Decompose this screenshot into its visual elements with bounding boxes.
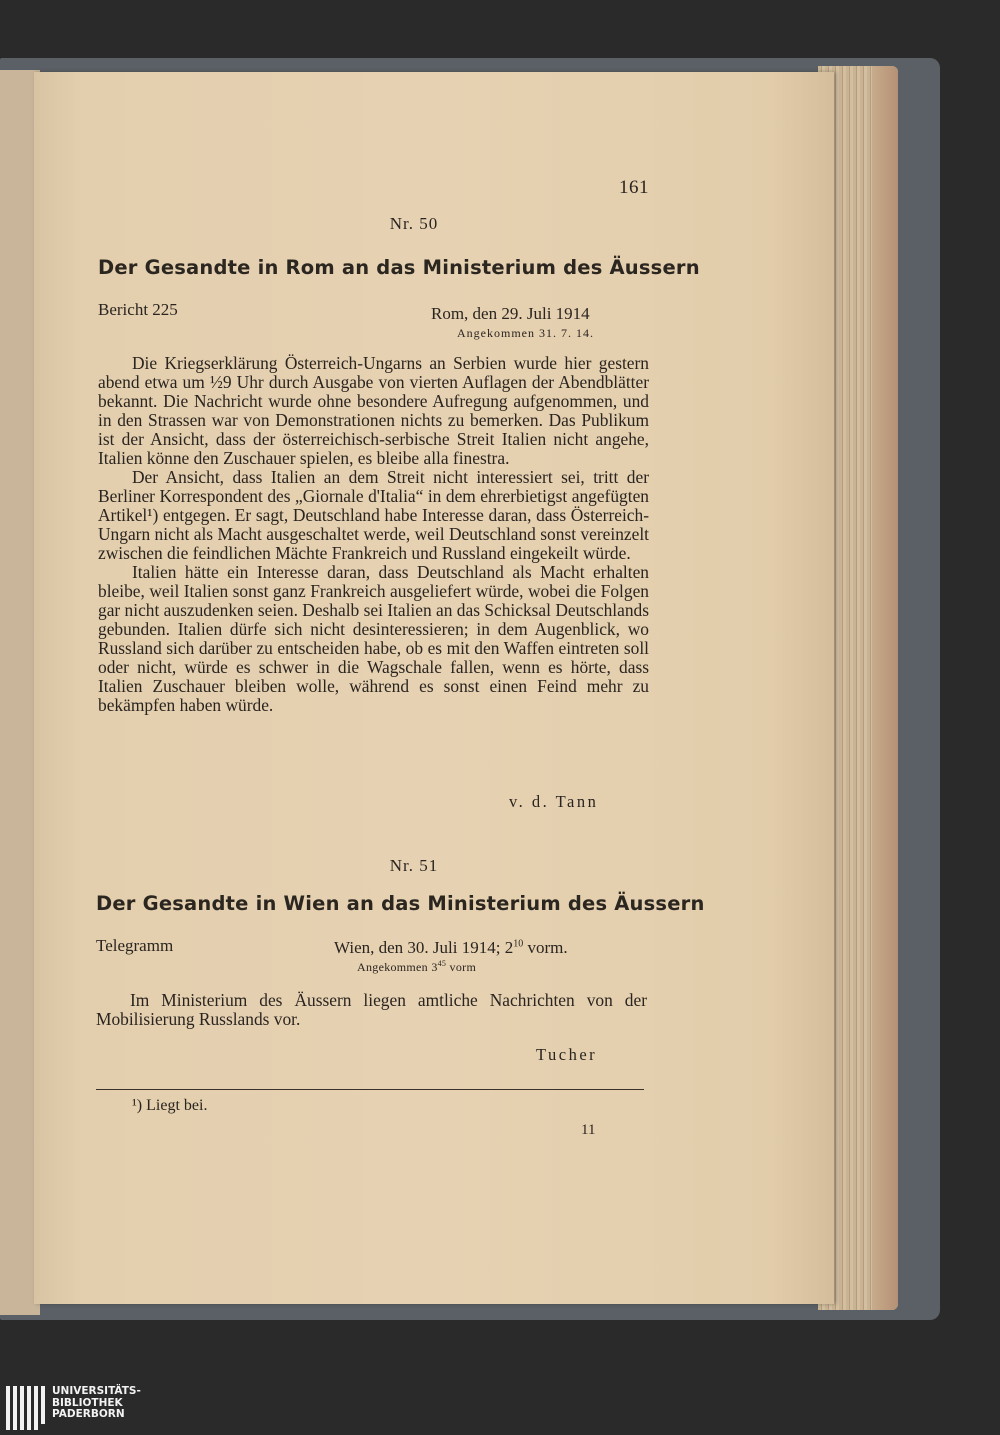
document-number: Nr. 50	[389, 214, 439, 233]
received-note	[357, 960, 476, 975]
document-type: Telegramm	[96, 936, 174, 955]
paragraph: Italien hätte ein Interesse daran, dass Deutschland als Macht erhalten bleibe, weil Italien sonst ganz Frankreich ausgeliefert würde, wobei die Folgen gar nicht auszudenken seien. Deshalb sei Italien an das Schicksal Deutschlands gebunden. Italien dürfe sich nicht desinteressieren; in dem Augenblick, wo Russland sich darüber zu entscheiden habe, ob es mit den Waffen eintreten soll oder nicht, würde es schwer in die Wagschale fallen, wenn es hörte, dass Italien Zuschauer bleiben wolle, während es sonst einen Feind mehr zu bekämpfen haben würde.	[98, 562, 650, 715]
library-logo-icon	[6, 1386, 46, 1430]
received-suffix: vorm	[449, 960, 477, 974]
library-line: UNIVERSITÄTS-	[52, 1385, 141, 1397]
signature-mark: 11	[581, 1122, 596, 1138]
signature: Tucher	[536, 1045, 598, 1064]
body-text	[96, 991, 647, 1029]
place-date-time	[334, 938, 568, 958]
paragraph: Der Ansicht, dass Italien an dem Streit nicht interessiert sei, tritt der Berliner Korrespondent des „Giornale d'Italia“ in dem ehrerbietigst angefügten Artikel¹) entgegen. Er sagt, Deutschland habe Interesse daran, dass Österreich-Ungarn nicht als Macht ausgeschaltet werde, weil Deutschland sonst vereinzelt zwischen die feindlichen Mächte Frankreich und Russland eingekeilt würde.	[98, 467, 649, 563]
time-suffix: vorm.	[527, 938, 568, 957]
footnote: ¹) Liegt bei.	[132, 1097, 208, 1114]
received-note: Angekommen 31. 7. 14.	[457, 326, 594, 340]
received-minutes: 45	[437, 959, 447, 968]
library-name	[52, 1386, 141, 1421]
paragraph: Im Ministerium des Äussern liegen amtliche Nachrichten von der Mobilisierung Russlands vor.	[96, 990, 647, 1029]
document-heading: Der Gesandte in Wien an das Ministerium des Äussern	[96, 892, 705, 915]
library-line: PADERBORN	[52, 1408, 125, 1420]
library-footer	[0, 1386, 1000, 1435]
book-page	[34, 72, 834, 1304]
document-number: Nr. 51	[389, 856, 439, 875]
place-date: Rom, den 29. Juli 1914	[431, 304, 590, 323]
page-number: 161	[619, 177, 649, 198]
paragraph: Die Kriegserklärung Österreich-Ungarns an Serbien wurde hier gestern abend etwa um ½9 Uhr durch Ausgabe von vierten Auflagen der Abendblätter bekannt. Die Nachricht wurde ohne besondere Aufregung aufgenommen, und in den Strassen war von Demonstrationen nichts zu bemerken. Das Publikum ist der Ansicht, dass der österreichisch-serbische Streit Italien nicht angehe, Italien könne den Zuschauer spielen, es bleibe alla finestra.	[98, 353, 649, 468]
library-line: BIBLIOTHEK	[52, 1396, 123, 1409]
time-hour: 2	[504, 938, 514, 957]
signature: v. d. Tann	[509, 792, 599, 811]
footnote-divider	[96, 1089, 644, 1090]
document-type: Bericht 225	[98, 300, 178, 319]
received-hour: 3	[431, 960, 438, 974]
document-heading: Der Gesandte in Rom an das Ministerium des Äussern	[98, 256, 700, 279]
place-date: Wien, den 30. Juli 1914;	[334, 938, 501, 957]
received-label: Angekommen	[357, 960, 428, 974]
body-text	[98, 354, 649, 715]
time-minutes: 10	[513, 938, 524, 950]
